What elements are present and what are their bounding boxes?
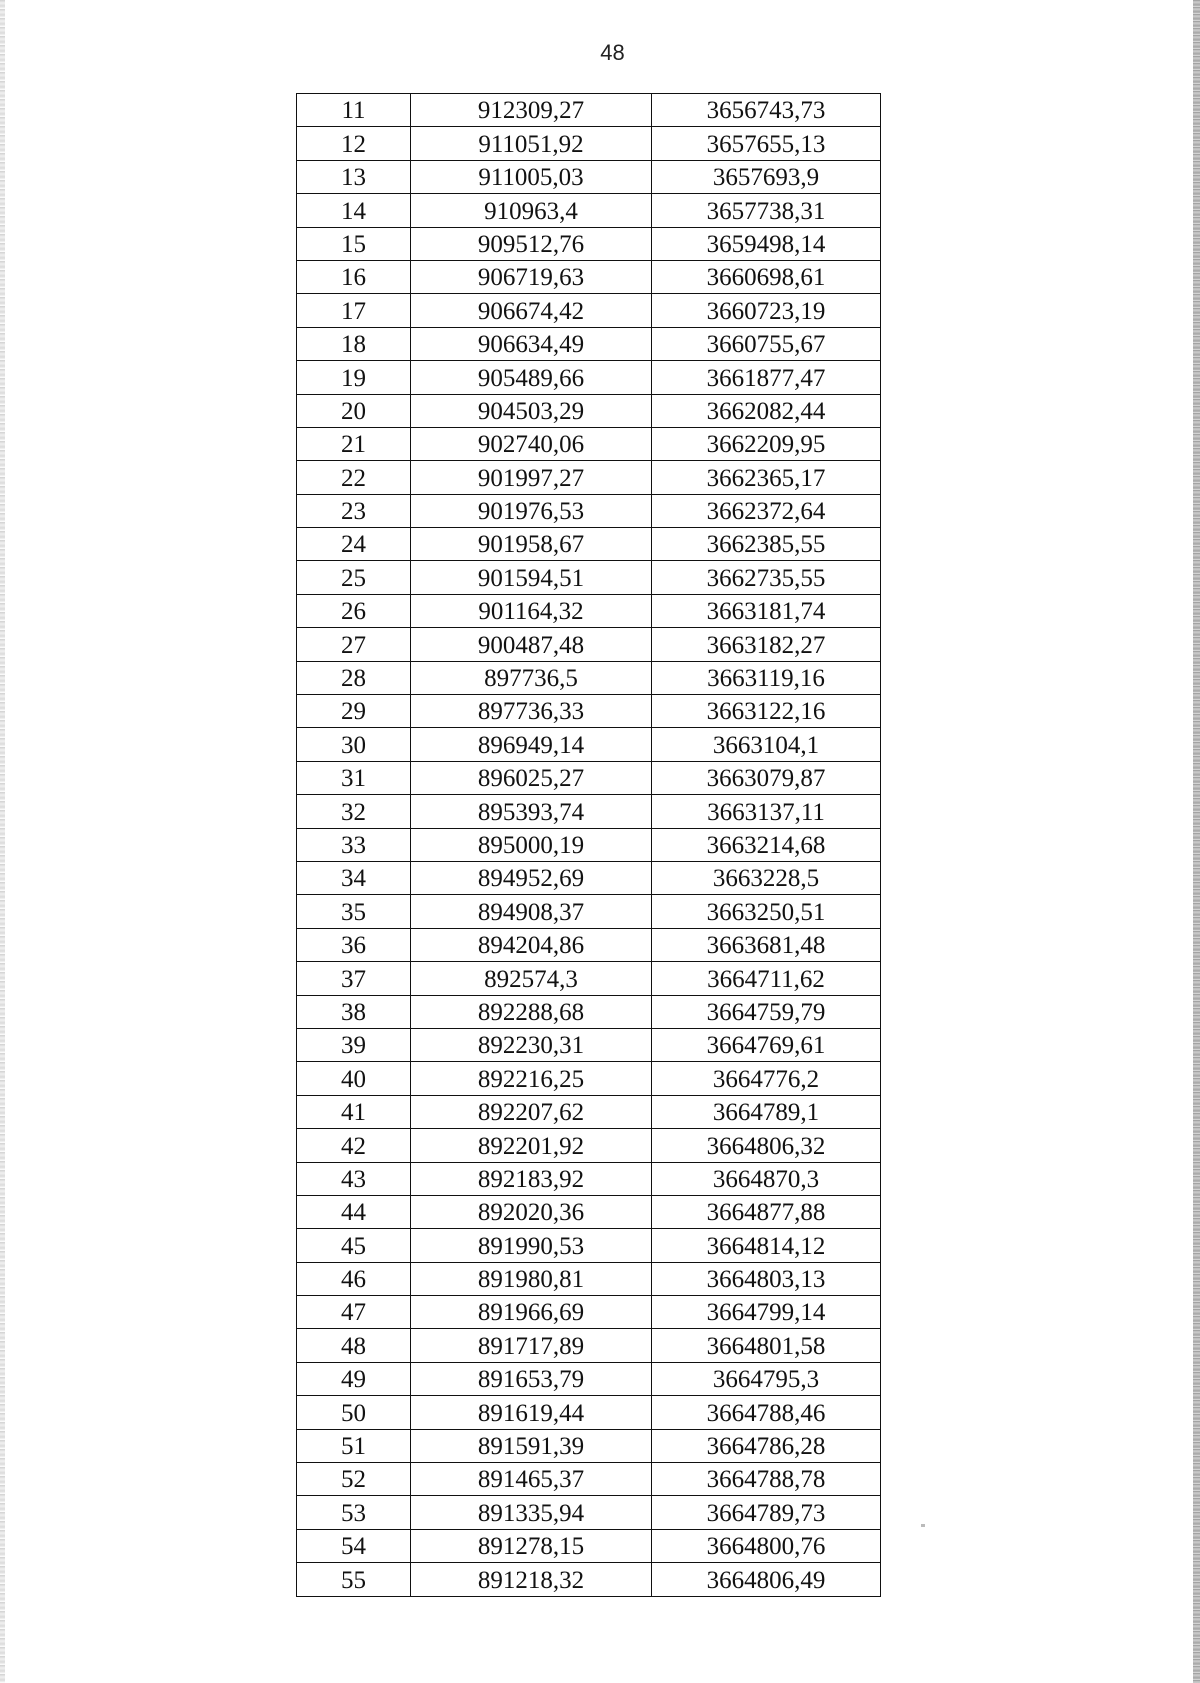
y-coordinate-cell: 3660755,67	[652, 327, 881, 360]
x-coordinate-cell: 909512,76	[411, 227, 652, 260]
point-number-cell: 32	[297, 795, 411, 828]
table-row	[297, 427, 881, 460]
point-number-cell: 14	[297, 194, 411, 227]
table-row	[297, 94, 881, 127]
x-coordinate-cell: 894952,69	[411, 861, 652, 894]
y-coordinate-cell: 3657738,31	[652, 194, 881, 227]
table-row	[297, 294, 881, 327]
table-row	[297, 461, 881, 494]
point-number-cell: 22	[297, 461, 411, 494]
x-coordinate-cell: 892201,92	[411, 1129, 652, 1162]
point-number-cell: 24	[297, 528, 411, 561]
x-coordinate-cell: 904503,29	[411, 394, 652, 427]
point-number-cell: 37	[297, 962, 411, 995]
x-coordinate-cell: 896949,14	[411, 728, 652, 761]
x-coordinate-cell: 892020,36	[411, 1195, 652, 1228]
scan-edge-right	[1193, 0, 1200, 1683]
y-coordinate-cell: 3660698,61	[652, 260, 881, 293]
x-coordinate-cell: 906719,63	[411, 260, 652, 293]
y-coordinate-cell: 3663122,16	[652, 695, 881, 728]
table-row	[297, 661, 881, 694]
point-number-cell: 26	[297, 594, 411, 627]
point-number-cell: 36	[297, 928, 411, 961]
table-row	[297, 728, 881, 761]
y-coordinate-cell: 3664800,76	[652, 1529, 881, 1562]
point-number-cell: 27	[297, 628, 411, 661]
table-row	[297, 928, 881, 961]
x-coordinate-cell: 894204,86	[411, 928, 652, 961]
x-coordinate-cell: 910963,4	[411, 194, 652, 227]
point-number-cell: 20	[297, 394, 411, 427]
y-coordinate-cell: 3664759,79	[652, 995, 881, 1028]
point-number-cell: 39	[297, 1028, 411, 1061]
y-coordinate-cell: 3663681,48	[652, 928, 881, 961]
table-row	[297, 127, 881, 160]
coordinates-table	[296, 93, 881, 1597]
x-coordinate-cell: 900487,48	[411, 628, 652, 661]
y-coordinate-cell: 3664786,28	[652, 1429, 881, 1462]
y-coordinate-cell: 3662372,64	[652, 494, 881, 527]
point-number-cell: 49	[297, 1362, 411, 1395]
table-row	[297, 1396, 881, 1429]
y-coordinate-cell: 3662735,55	[652, 561, 881, 594]
x-coordinate-cell: 892183,92	[411, 1162, 652, 1195]
table-row	[297, 1329, 881, 1362]
table-row	[297, 695, 881, 728]
point-number-cell: 17	[297, 294, 411, 327]
y-coordinate-cell: 3664789,73	[652, 1496, 881, 1529]
point-number-cell: 12	[297, 127, 411, 160]
y-coordinate-cell: 3664795,3	[652, 1362, 881, 1395]
page-number: 48	[600, 40, 625, 65]
point-number-cell: 15	[297, 227, 411, 260]
point-number-cell: 45	[297, 1229, 411, 1262]
x-coordinate-cell: 905489,66	[411, 361, 652, 394]
x-coordinate-cell: 891966,69	[411, 1296, 652, 1329]
point-number-cell: 11	[297, 94, 411, 127]
table-row	[297, 260, 881, 293]
x-coordinate-cell: 901164,32	[411, 594, 652, 627]
x-coordinate-cell: 891335,94	[411, 1496, 652, 1529]
y-coordinate-cell: 3657655,13	[652, 127, 881, 160]
table-row	[297, 327, 881, 360]
y-coordinate-cell: 3664803,13	[652, 1262, 881, 1295]
table-row	[297, 1496, 881, 1529]
point-number-cell: 43	[297, 1162, 411, 1195]
point-number-cell: 29	[297, 695, 411, 728]
table-row	[297, 761, 881, 794]
table-row	[297, 1162, 881, 1195]
y-coordinate-cell: 3656743,73	[652, 94, 881, 127]
point-number-cell: 53	[297, 1496, 411, 1529]
y-coordinate-cell: 3661877,47	[652, 361, 881, 394]
table-row	[297, 1429, 881, 1462]
table-row	[297, 895, 881, 928]
point-number-cell: 47	[297, 1296, 411, 1329]
y-coordinate-cell: 3664877,88	[652, 1195, 881, 1228]
point-number-cell: 18	[297, 327, 411, 360]
x-coordinate-cell: 912309,27	[411, 94, 652, 127]
point-number-cell: 31	[297, 761, 411, 794]
x-coordinate-cell: 911051,92	[411, 127, 652, 160]
table-row	[297, 561, 881, 594]
y-coordinate-cell: 3662365,17	[652, 461, 881, 494]
y-coordinate-cell: 3663079,87	[652, 761, 881, 794]
point-number-cell: 13	[297, 160, 411, 193]
coordinates-table-body	[297, 94, 881, 1597]
x-coordinate-cell: 911005,03	[411, 160, 652, 193]
scan-edge-left	[0, 0, 5, 1683]
y-coordinate-cell: 3663250,51	[652, 895, 881, 928]
point-number-cell: 28	[297, 661, 411, 694]
scan-speck	[921, 1524, 925, 1527]
y-coordinate-cell: 3660723,19	[652, 294, 881, 327]
y-coordinate-cell: 3664870,3	[652, 1162, 881, 1195]
table-row	[297, 528, 881, 561]
table-row	[297, 1362, 881, 1395]
table-row	[297, 962, 881, 995]
x-coordinate-cell: 902740,06	[411, 427, 652, 460]
x-coordinate-cell: 892216,25	[411, 1062, 652, 1095]
y-coordinate-cell: 3664789,1	[652, 1095, 881, 1128]
point-number-cell: 34	[297, 861, 411, 894]
point-number-cell: 42	[297, 1129, 411, 1162]
table-row	[297, 628, 881, 661]
x-coordinate-cell: 901976,53	[411, 494, 652, 527]
point-number-cell: 33	[297, 828, 411, 861]
table-row	[297, 1229, 881, 1262]
table-row	[297, 1529, 881, 1562]
table-row	[297, 1195, 881, 1228]
y-coordinate-cell: 3664776,2	[652, 1062, 881, 1095]
x-coordinate-cell: 906634,49	[411, 327, 652, 360]
x-coordinate-cell: 891591,39	[411, 1429, 652, 1462]
y-coordinate-cell: 3664711,62	[652, 962, 881, 995]
point-number-cell: 52	[297, 1463, 411, 1496]
y-coordinate-cell: 3657693,9	[652, 160, 881, 193]
point-number-cell: 46	[297, 1262, 411, 1295]
table-row	[297, 1095, 881, 1128]
x-coordinate-cell: 892230,31	[411, 1028, 652, 1061]
y-coordinate-cell: 3664801,58	[652, 1329, 881, 1362]
point-number-cell: 54	[297, 1529, 411, 1562]
point-number-cell: 48	[297, 1329, 411, 1362]
y-coordinate-cell: 3663137,11	[652, 795, 881, 828]
x-coordinate-cell: 892207,62	[411, 1095, 652, 1128]
x-coordinate-cell: 901958,67	[411, 528, 652, 561]
y-coordinate-cell: 3663182,27	[652, 628, 881, 661]
x-coordinate-cell: 892288,68	[411, 995, 652, 1028]
y-coordinate-cell: 3662385,55	[652, 528, 881, 561]
point-number-cell: 40	[297, 1062, 411, 1095]
table-row	[297, 394, 881, 427]
point-number-cell: 23	[297, 494, 411, 527]
table-row	[297, 861, 881, 894]
y-coordinate-cell: 3662209,95	[652, 427, 881, 460]
point-number-cell: 41	[297, 1095, 411, 1128]
y-coordinate-cell: 3663119,16	[652, 661, 881, 694]
x-coordinate-cell: 891717,89	[411, 1329, 652, 1362]
point-number-cell: 19	[297, 361, 411, 394]
point-number-cell: 25	[297, 561, 411, 594]
point-number-cell: 35	[297, 895, 411, 928]
y-coordinate-cell: 3664788,46	[652, 1396, 881, 1429]
x-coordinate-cell: 901997,27	[411, 461, 652, 494]
y-coordinate-cell: 3662082,44	[652, 394, 881, 427]
x-coordinate-cell: 891990,53	[411, 1229, 652, 1262]
table-row	[297, 194, 881, 227]
table-row	[297, 828, 881, 861]
y-coordinate-cell: 3663181,74	[652, 594, 881, 627]
point-number-cell: 38	[297, 995, 411, 1028]
table-row	[297, 361, 881, 394]
x-coordinate-cell: 891653,79	[411, 1362, 652, 1395]
table-row	[297, 1262, 881, 1295]
x-coordinate-cell: 897736,33	[411, 695, 652, 728]
table-row	[297, 1028, 881, 1061]
point-number-cell: 44	[297, 1195, 411, 1228]
table-row	[297, 494, 881, 527]
point-number-cell: 21	[297, 427, 411, 460]
x-coordinate-cell: 901594,51	[411, 561, 652, 594]
x-coordinate-cell: 895000,19	[411, 828, 652, 861]
y-coordinate-cell: 3664806,49	[652, 1563, 881, 1596]
y-coordinate-cell: 3663214,68	[652, 828, 881, 861]
x-coordinate-cell: 891619,44	[411, 1396, 652, 1429]
x-coordinate-cell: 891218,32	[411, 1563, 652, 1596]
table-row	[297, 1563, 881, 1596]
x-coordinate-cell: 897736,5	[411, 661, 652, 694]
table-row	[297, 1296, 881, 1329]
y-coordinate-cell: 3664806,32	[652, 1129, 881, 1162]
y-coordinate-cell: 3663228,5	[652, 861, 881, 894]
table-row	[297, 1463, 881, 1496]
table-row	[297, 594, 881, 627]
x-coordinate-cell: 891465,37	[411, 1463, 652, 1496]
table-row	[297, 795, 881, 828]
y-coordinate-cell: 3664788,78	[652, 1463, 881, 1496]
point-number-cell: 50	[297, 1396, 411, 1429]
point-number-cell: 16	[297, 260, 411, 293]
x-coordinate-cell: 896025,27	[411, 761, 652, 794]
y-coordinate-cell: 3659498,14	[652, 227, 881, 260]
y-coordinate-cell: 3664769,61	[652, 1028, 881, 1061]
x-coordinate-cell: 892574,3	[411, 962, 652, 995]
point-number-cell: 30	[297, 728, 411, 761]
y-coordinate-cell: 3663104,1	[652, 728, 881, 761]
x-coordinate-cell: 891980,81	[411, 1262, 652, 1295]
y-coordinate-cell: 3664814,12	[652, 1229, 881, 1262]
table-row	[297, 1129, 881, 1162]
x-coordinate-cell: 894908,37	[411, 895, 652, 928]
point-number-cell: 55	[297, 1563, 411, 1596]
y-coordinate-cell: 3664799,14	[652, 1296, 881, 1329]
table-row	[297, 995, 881, 1028]
x-coordinate-cell: 895393,74	[411, 795, 652, 828]
table-row	[297, 160, 881, 193]
x-coordinate-cell: 906674,42	[411, 294, 652, 327]
point-number-cell: 51	[297, 1429, 411, 1462]
x-coordinate-cell: 891278,15	[411, 1529, 652, 1562]
table-row	[297, 1062, 881, 1095]
table-row	[297, 227, 881, 260]
